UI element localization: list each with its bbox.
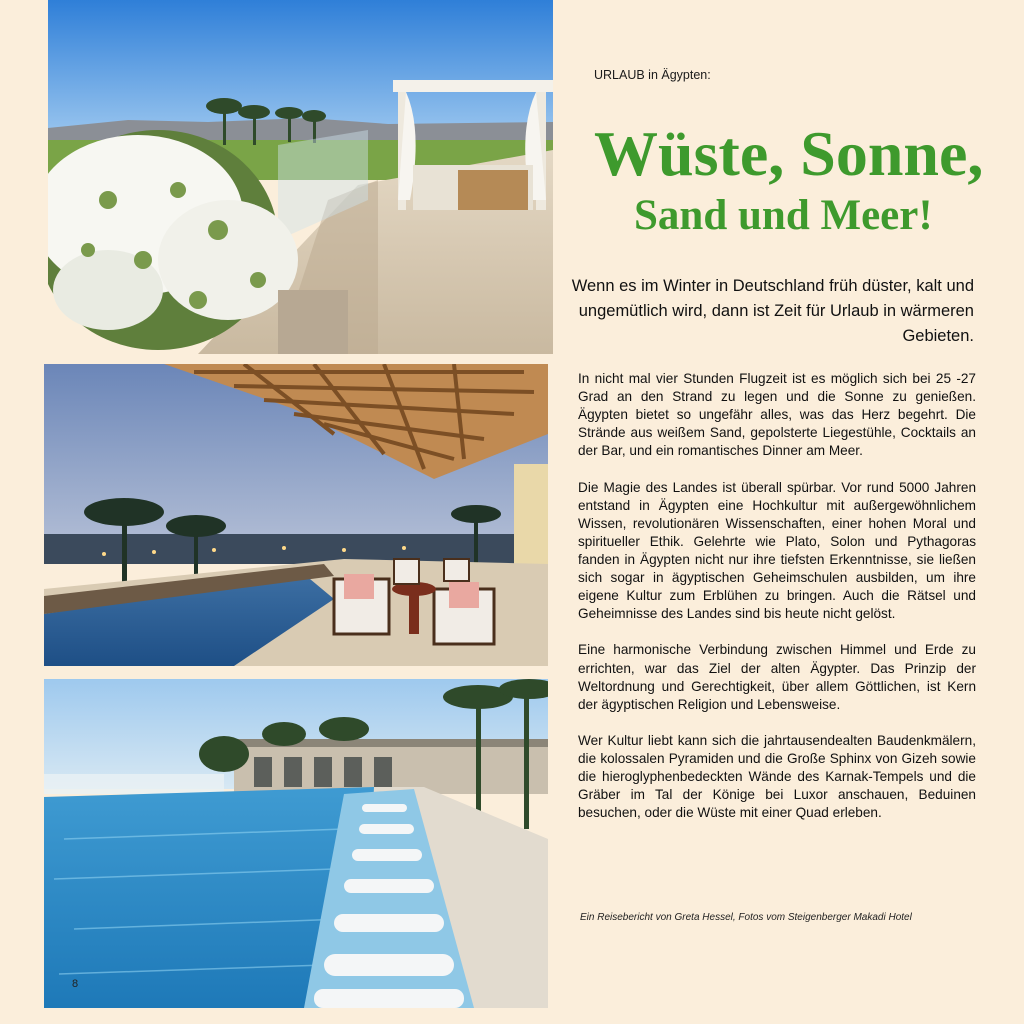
body-paragraph: In nicht mal vier Stunden Flugzeit ist es möglich sich bei 25 -27 Grad an den Strand zu legen und die Sonne zu genießen. Ägypten bietet so ungefähr alles, was das Herz begehrt. Die Strände aus weißem Sand, gepolsterte Liegestühle, Cocktails an der Bar, und ein romantisches Dinner am Meer. xyxy=(578,371,976,459)
page-number: 8 xyxy=(72,978,79,990)
headline-line-2: Sand und Meer! xyxy=(634,192,933,239)
body-paragraph: Eine harmonische Verbindung zwischen Himmel und Erde zu errichten, war das Ziel der alten Ägypter. Das Prinzip der Weltordnung und Gerechtigkeit, über allem Göttlichen, ist Kern der ägyptischen Religion und Lebensweise. xyxy=(578,642,976,712)
body-paragraph: Wer Kultur liebt kann sich die jahrtausendealten Baudenkmälern, die kolossalen Pyramiden und die Große Sphinx von Gizeh sowie die hieroglyphenbedeckten Wände des Karnak-Tempels und die Gräber im Tal der Könige bei Luxor anschauen, Beduinen besuchen, oder die Wüste mit einer Quad erleben. xyxy=(578,732,976,821)
terrace-photo xyxy=(48,0,553,354)
pool-lounge-photo xyxy=(44,364,548,666)
body-paragraph: Die Magie des Landes ist überall spürbar. Vor rund 5000 Jahren entstand in Ägypten eine Hochkultur mit außergewöhnlichem Wissen, revolutionären Wissenschaften, einer hohen Moral und spiritueller Ethik. Gelehrte wie Plato, Solon und Pythagoras fanden in Ägypten nicht nur ihre tiefsten Erkenntnisse, sie ließen sich sogar in ägyptischen Geheimschulen ausbilden, um ihre eigene Kultur zum Erblühen zu bringen. Auch die Rätsel und Geheimnisse des Landes sind bis heute nicht gelöst. xyxy=(578,479,976,622)
headline-line-1: Wüste, Sonne, xyxy=(594,118,984,189)
section-kicker: URLAUB in Ägypten: xyxy=(594,68,711,82)
lead-paragraph: Wenn es im Winter in Deutschland früh düster, kalt und ungemütlich wird, dann ist Zeit für Urlaub in wärmeren Gebieten. xyxy=(571,277,974,345)
article-body xyxy=(578,370,976,840)
photo-credit: Ein Reisebericht von Greta Hessel, Fotos vom Steigenberger Makadi Hotel xyxy=(580,912,912,923)
pool-photo xyxy=(44,679,548,1008)
